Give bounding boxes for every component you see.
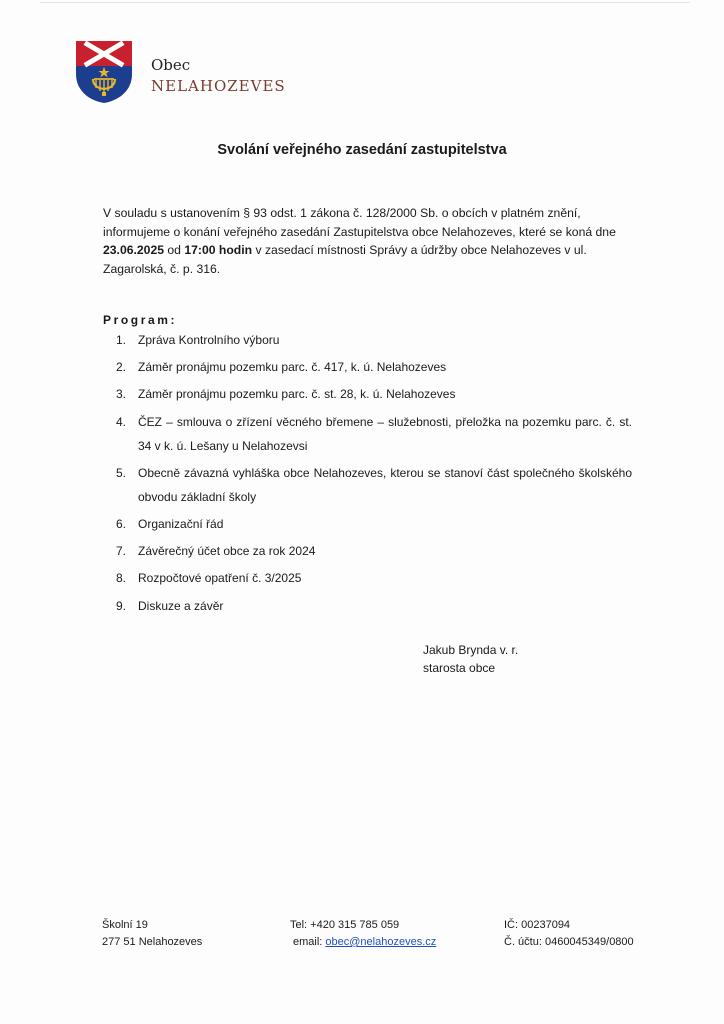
program-heading: Program: xyxy=(103,313,178,327)
signature-block xyxy=(423,641,518,677)
program-item xyxy=(116,385,632,406)
signatory-name: Jakub Brynda v. r. xyxy=(423,643,519,657)
footer-contact xyxy=(290,917,436,951)
program-item xyxy=(116,515,632,536)
program-item-text: Diskuze a závěr xyxy=(138,598,224,613)
footer-ic: IČ: 00237094 xyxy=(504,919,571,931)
program-item-number: 7. xyxy=(116,544,127,559)
program-item-text: Záměr pronájmu pozemku parc. č. 417, k. ú. Nelahozeves xyxy=(138,360,447,375)
intro-text-part2: od xyxy=(164,243,185,257)
program-item-number: 6. xyxy=(116,516,127,531)
program-item-text: Rozpočtové opatření č. 3/2025 xyxy=(138,571,302,586)
program-item-number: 8. xyxy=(116,571,127,586)
document-title: Svolání veřejného zasedání zastupitelstva xyxy=(217,142,507,158)
footer-city: 277 51 Nelahozeves xyxy=(102,936,203,948)
program-item-number: 5. xyxy=(116,465,127,480)
program-item xyxy=(116,542,632,563)
municipal-crest-icon xyxy=(75,40,133,104)
program-item xyxy=(116,464,632,509)
scan-edge xyxy=(40,2,690,3)
footer-account: Č. účtu: 0460045349/0800 xyxy=(504,936,634,948)
intro-text-part1: V souladu s ustanovením § 93 odst. 1 zákona č. 128/2000 Sb. o obcích v platném znění, informujeme o konání veřejného zasedání Zastupitelstva obce Nelahozeves, které se koná dne xyxy=(103,206,616,239)
program-item-text: ČEZ – smlouva o zřízení věcného břemene – služebnosti, přeložka na pozemku parc. č. st. 34 v k. ú. Lešany u Nelahozevsi xyxy=(138,414,632,453)
intro-text-part3: v zasedací místnosti Správy a údržby obce Nelahozeves v ul. Zagarolská, č. p. 316. xyxy=(103,243,587,276)
program-item-text: Organizační řád xyxy=(138,516,224,531)
footer-email-link[interactable]: obec@nelahozeves.cz xyxy=(325,936,437,948)
signatory-role: starosta obce xyxy=(423,661,496,675)
program-item-text: Obecně závazná vyhláška obce Nelahozeves, kterou se stanoví část společného školského obvodu základní školy xyxy=(138,465,632,504)
program-item-number: 9. xyxy=(116,598,127,613)
program-item-text: Závěrečný účet obce za rok 2024 xyxy=(138,544,316,559)
meeting-time: 17:00 hodin xyxy=(184,243,253,257)
footer-registration xyxy=(504,917,634,951)
program-item xyxy=(116,569,632,590)
program-list xyxy=(116,331,632,624)
program-item-number: 2. xyxy=(116,360,127,375)
org-prefix: Obec xyxy=(151,56,191,74)
intro-paragraph xyxy=(103,204,633,278)
organization-name xyxy=(151,56,286,96)
program-item xyxy=(116,331,632,352)
meeting-date: 23.06.2025 xyxy=(103,243,164,257)
program-item xyxy=(116,413,632,458)
footer-phone: Tel: +420 315 785 059 xyxy=(290,919,400,931)
footer-email-line xyxy=(290,934,436,951)
org-name: NELAHOZEVES xyxy=(151,77,286,95)
program-item-number: 3. xyxy=(116,387,127,402)
program-item-number: 4. xyxy=(116,414,127,429)
program-item-text: Záměr pronájmu pozemku parc. č. st. 28, k. ú. Nelahozeves xyxy=(138,387,456,402)
footer-address xyxy=(102,917,202,951)
footer-street: Školní 19 xyxy=(102,919,148,931)
program-item-text: Zpráva Kontrolního výboru xyxy=(138,333,280,347)
footer-email-label: email: xyxy=(293,936,326,948)
program-item-number: 1. xyxy=(116,333,127,347)
program-item xyxy=(116,597,632,618)
program-item xyxy=(116,358,632,379)
